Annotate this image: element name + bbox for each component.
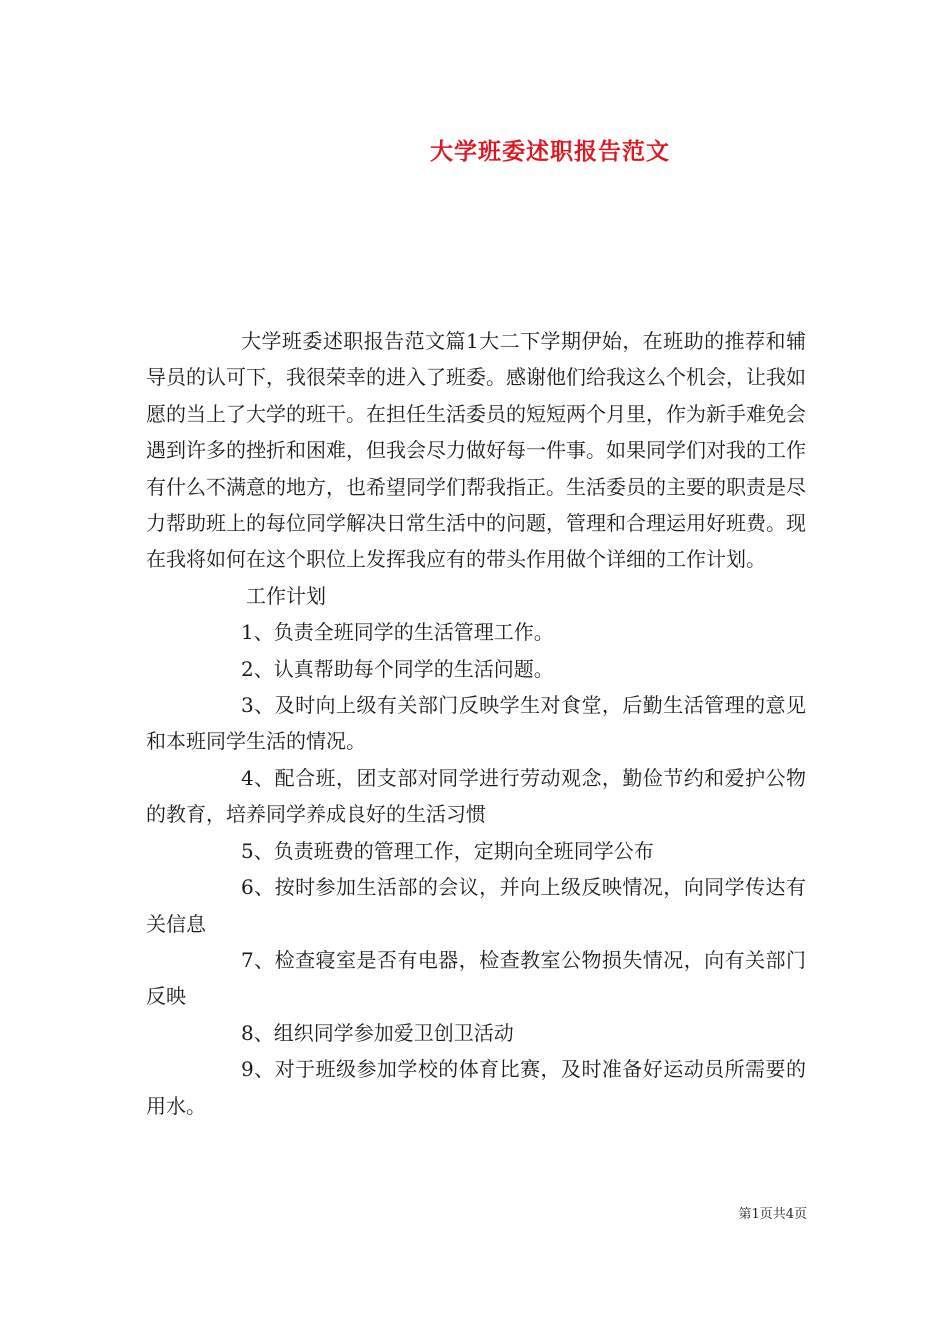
intro-paragraph: 大学班委述职报告范文篇1大二下学期伊始，在班助的推荐和辅导员的认可下，我很荣幸的进入了班委。感谢他们给我这么个机会，让我如愿的当上了大学的班干。在担任生活委员的短短两个月里，作为新手难免会遇到许多的挫折和困难，但我会尽力做好每一件事。如果同学们对我的工作有什么不满意的地方，也希望同学们帮我指正。生活委员的主要的职责是尽力帮助班上的每位同学解决日常生活中的问题，管理和合理运用好班费。现在我将如何在这个职位上发挥我应有的带头作用做个详细的工作计划。 [146,329,806,572]
plan-item: 7、检查寝室是否有电器，检查教室公物损失情况，向有关部门反映 [146,947,806,1009]
plan-item: 5、负责班费的管理工作，定期向全班同学公布 [241,838,654,863]
plan-item: 3、及时向上级有关部门反映学生对食堂，后勤生活管理的意见和本班同学生活的情况。 [146,693,806,754]
plan-item: 9、对于班级参加学校的体育比赛，及时准备好运动员所需要的用水。 [146,1057,806,1118]
plan-item: 8、组织同学参加爱卫创卫活动 [241,1020,514,1045]
plan-item: 2、认真帮助每个同学的生活问题。 [241,656,554,681]
document-title: 大学班委述职报告范文 [430,138,670,165]
document-body [146,323,806,1124]
plan-item: 4、配合班，团支部对同学进行劳动观念，勤俭节约和爱护公物的教育，培养同学养成良好的生活习惯 [146,765,806,827]
plan-item: 1、负责全班同学的生活管理工作。 [241,620,554,645]
page-number-footer: 第1页共4页 [738,1207,807,1222]
plan-heading: 工作计划 [246,583,326,608]
plan-item: 6、按时参加生活部的会议，并向上级反映情况，向同学传达有关信息 [146,875,806,936]
